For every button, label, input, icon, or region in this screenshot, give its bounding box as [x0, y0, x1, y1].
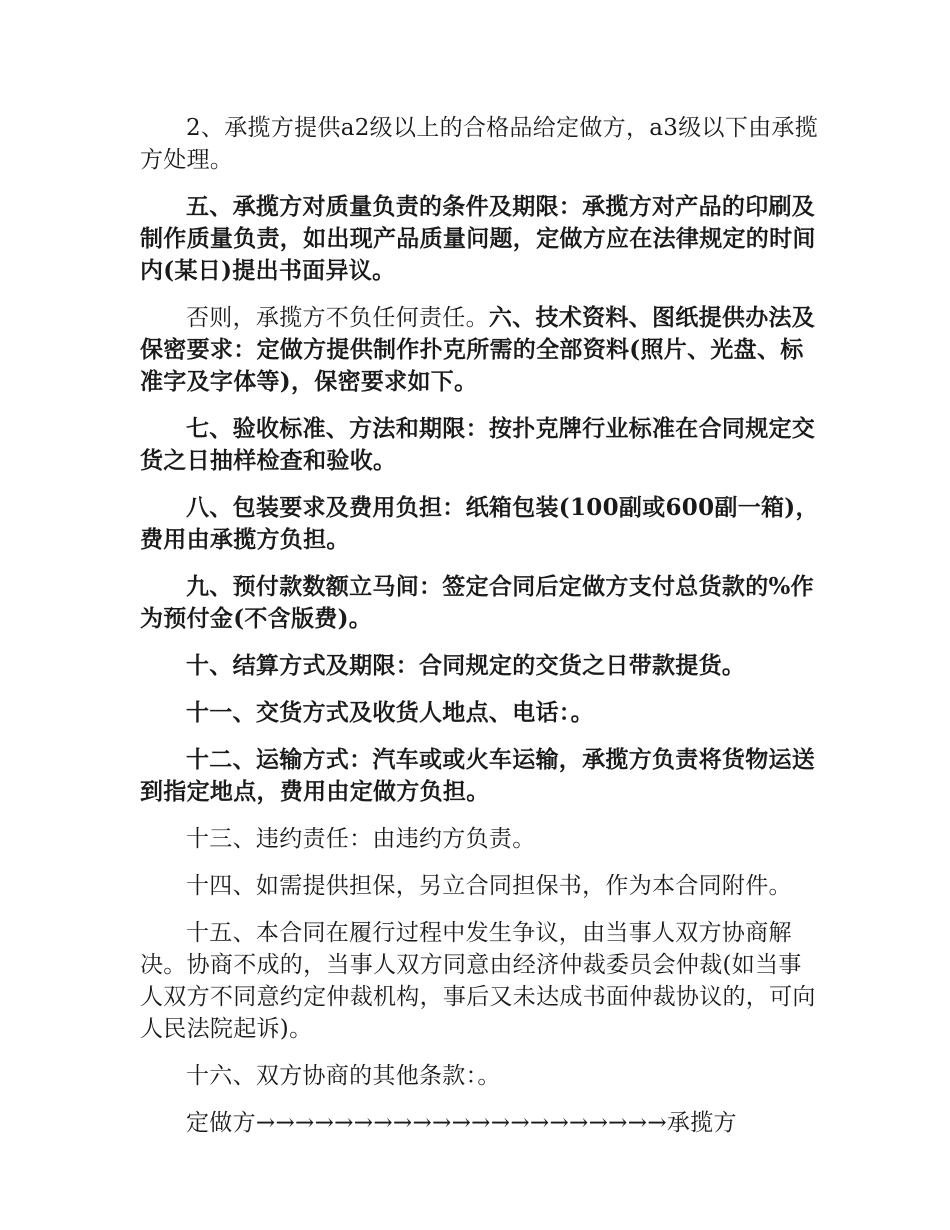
clause-2-grade: 2、承揽方提供a2级以上的合格品给定做方，a3级以下由承揽方处理。 — [140, 115, 819, 173]
clause-7-acceptance: 七、验收标准、方法和期限：按扑克牌行业标准在合同规定交货之日抽样检查和验收。 — [140, 415, 816, 474]
clause-14-guarantee: 十四、如需提供担保，另立合同担保书，作为本合同附件。 — [186, 873, 792, 899]
document-body — [140, 112, 820, 1139]
clause-13-liability: 十三、违约责任：由违约方负责。 — [186, 826, 536, 852]
clause-12-transport: 十二、运输方式：汽车或或火车运输，承揽方负责将货物运送到指定地点，费用由定做方负担。 — [140, 746, 816, 805]
clause-10-settlement: 十、结算方式及期限：合同规定的交货之日带款提货。 — [186, 652, 746, 679]
clause-6-lead-text: 否则，承揽方不负任何责任。 — [186, 305, 489, 331]
clause-11-delivery: 十一、交货方式及收货人地点、电话：。 — [186, 699, 594, 726]
clause-16-other-terms: 十六、双方协商的其他条款：。 — [186, 1063, 501, 1089]
clause-8-packaging: 八、包装要求及费用负担：纸箱包装(100副或600副一箱)，费用由承揽方负担。 — [140, 494, 819, 553]
clause-9-prepayment: 九、预付款数额立马间：签定合同后定做方支付总货款的%作为预付金(不含版费)。 — [140, 573, 814, 632]
signature-line: 定做方→→→→→→→→→→→→→→→→→→→→→承揽方 — [186, 1110, 737, 1136]
clause-6-bold-text: 六、技术资料、图纸提供办法及保密要求：定做方提供制作扑克所需的全部资料(照片、光盘、标准字及字体等)，保密要求如下。 — [140, 304, 816, 395]
clause-5-quality: 五、承揽方对质量负责的条件及期限：承揽方对产品的印刷及制作质量负责，如出现产品质量问题，定做方应在法律规定的时间内(某日)提出书面异议。 — [140, 193, 816, 284]
clause-6-technical-data — [140, 302, 820, 398]
clause-15-dispute: 十五、本合同在履行过程中发生争议，由当事人双方协商解决。协商不成的，当事人双方同意由经济仲裁委员会仲裁(如当事人双方不同意约定仲裁机构，事后又未达成书面仲裁协议的，可向人民法院起诉)。 — [140, 920, 816, 1042]
